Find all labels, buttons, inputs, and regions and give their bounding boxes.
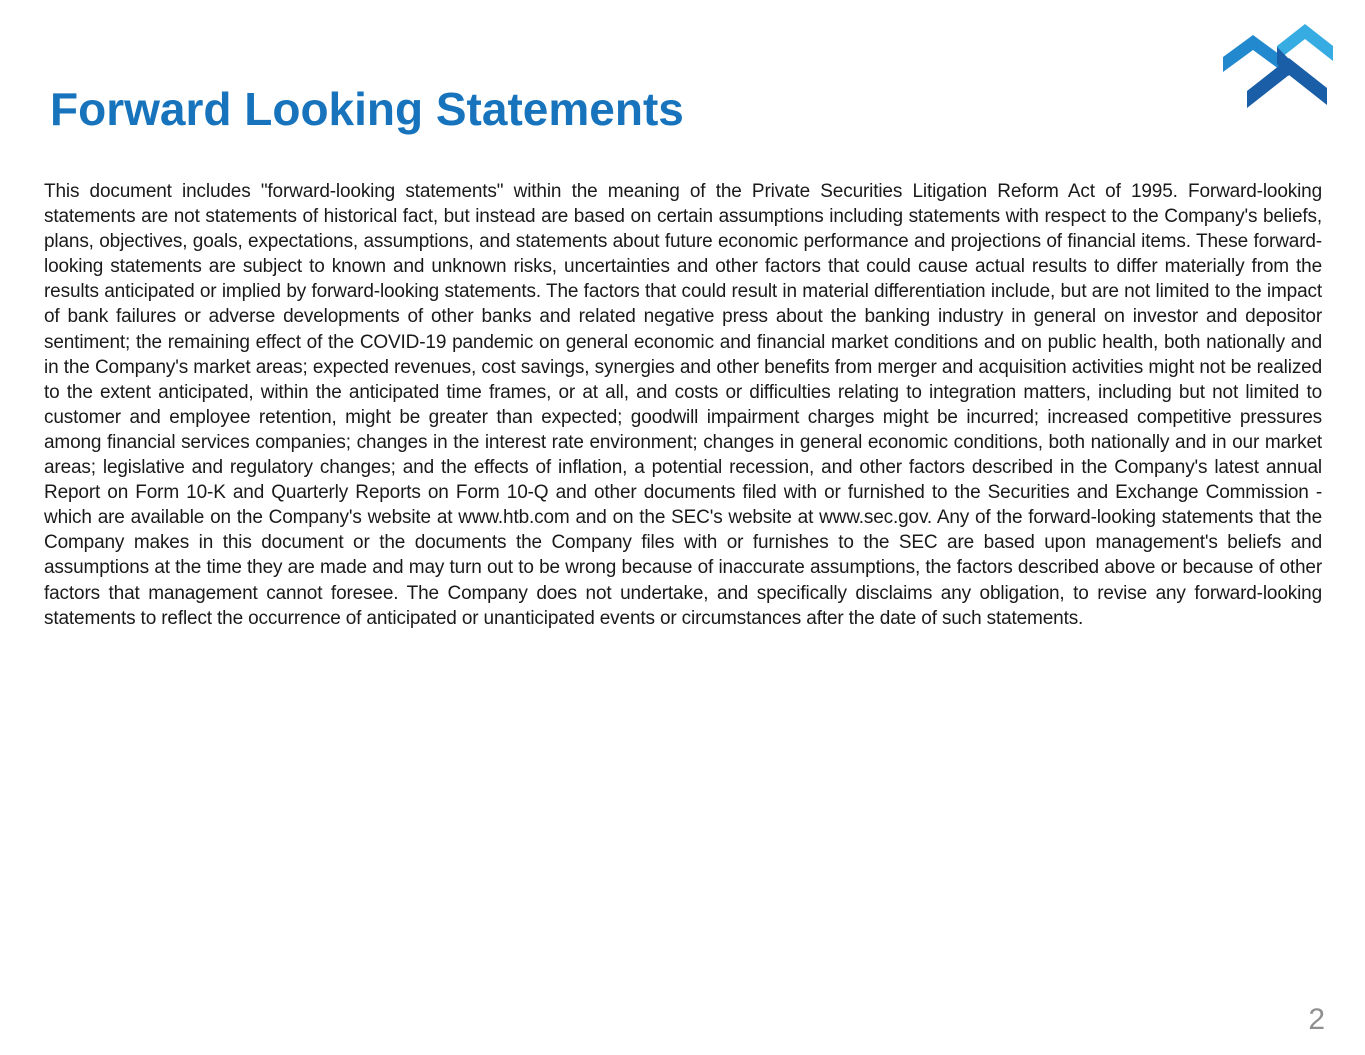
disclaimer-paragraph: This document includes "forward-looking statements" within the meaning of the Private Securities Litigation Reform Act of 1995. Forward-looking statements are not statements of historical fact, but instead are based on certain assumptions including statements with respect to the Company's beliefs, plans, objectives, goals, expectations, assumptions, and statements about future economic performance and projections of financial items. These forward-looking statements are subject to known and unknown risks, uncertainties and other factors that could cause actual results to differ materially from the results anticipated or implied by forward-looking statements. The factors that could result in material differentiation include, but are not limited to the impact of bank failures or adverse developments of other banks and related negative press about the banking industry in general on investor and depositor sentiment; the remaining effect of the COVID-19 pandemic on general economic and financial market conditions and on public health, both nationally and in the Company's market areas; expected revenues, cost savings, synergies and other benefits from merger and acquisition activities might not be realized to the extent anticipated, within the anticipated time frames, or at all, and costs or difficulties relating to integration matters, including but not limited to customer and employee retention, might be greater than expected; goodwill impairment charges might be incurred; increased competitive pressures among financial services companies; changes in the interest rate environment; changes in general economic conditions, both nationally and in our market areas; legislative and regulatory changes; and the effects of inflation, a potential recession, and other factors described in the Company's latest annual Report on Form 10-K and Quarterly Reports on Form 10-Q and other documents filed with or furnished to the Securities and Exchange Commission - which are available on the Company's website at www.htb.com and on the SEC's website at www.sec.gov. Any of the forward-looking statements that the Company makes in this document or the documents the Company files with or furnishes to the SEC are based upon management's beliefs and assumptions at the time they are made and may turn out to be wrong because of inaccurate assumptions, the factors described above or because of other factors that management cannot foresee. The Company does not undertake, and specifically disclaims any obligation, to revise any forward-looking statements to reflect the occurrence of anticipated or unanticipated events or circumstances after the date of such statements. — [44, 181, 1322, 629]
company-logo-icon — [1215, 13, 1341, 113]
logo-left-chevron — [1223, 35, 1283, 72]
page-number: 2 — [1308, 1003, 1325, 1036]
page-title: Forward Looking Statements — [50, 83, 684, 135]
logo-dark-chevron — [1247, 58, 1327, 108]
